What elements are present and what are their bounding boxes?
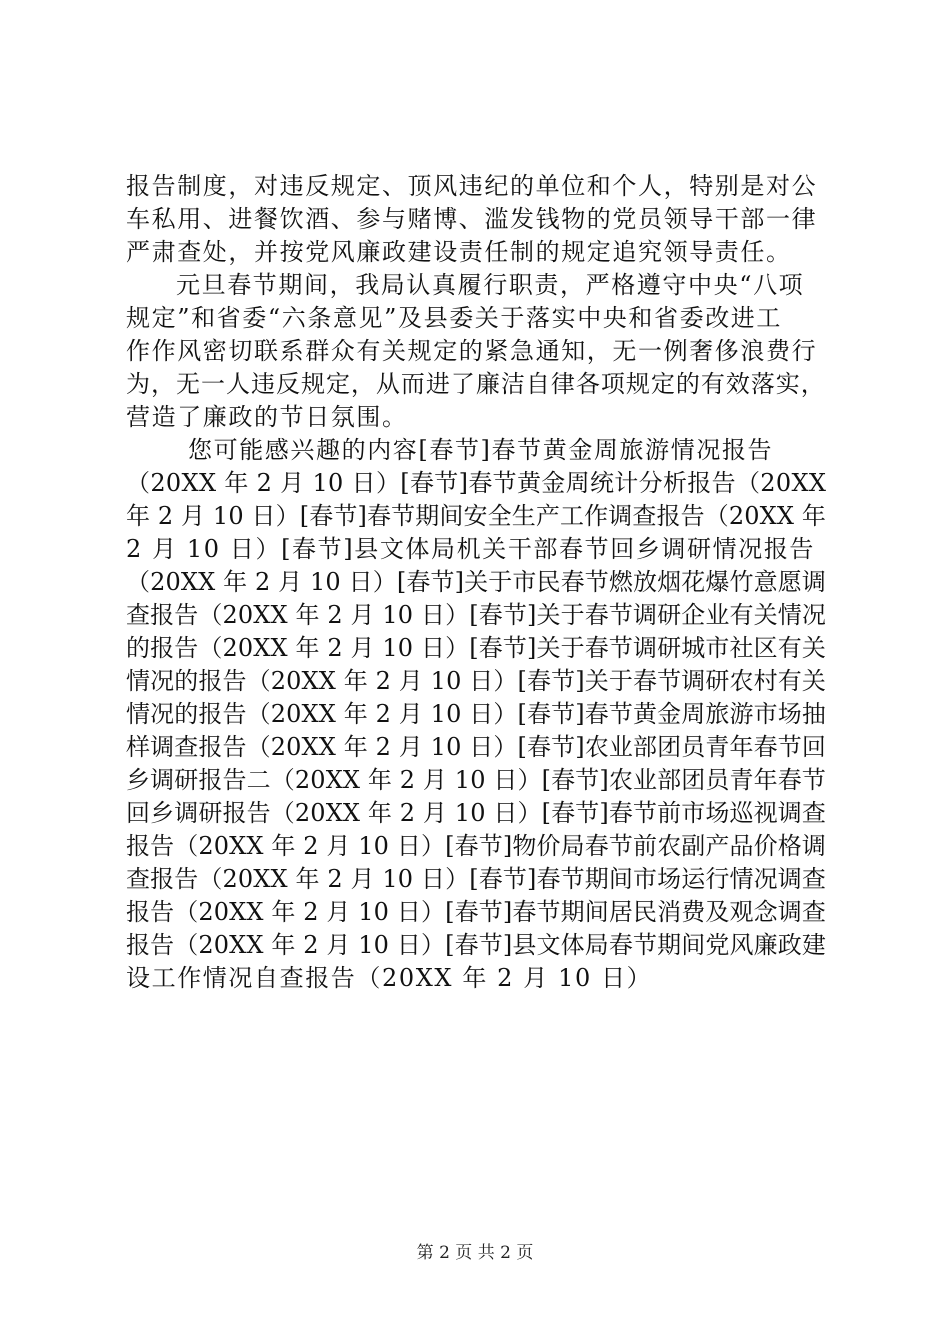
paragraph-2-line-5: 营造了廉政的节日氛围。 bbox=[126, 403, 408, 431]
paragraph-3-line-2: （20XX 年 2 月 10 日）[春节]春节黄金周统计分析报告（20XX bbox=[126, 469, 827, 497]
paragraph-3-line-7: 的报告（20XX 年 2 月 10 日）[春节]关于春节调研城市社区有关 bbox=[126, 634, 826, 662]
paragraph-3-line-11: 乡调研报告二（20XX 年 2 月 10 日）[春节]农业部团员青年春节 bbox=[126, 766, 826, 794]
paragraph-3-line-3: 年 2 月 10 日）[春节]春节期间安全生产工作调查报告（20XX 年 bbox=[126, 502, 826, 530]
paragraph-3-line-13: 报告（20XX 年 2 月 10 日）[春节]物价局春节前农副产品价格调 bbox=[126, 832, 826, 860]
page-footer: 第 2 页 共 2 页 bbox=[416, 1243, 534, 1263]
paragraph-3-line-12: 回乡调研报告（20XX 年 2 月 10 日）[春节]春节前市场巡视调查 bbox=[126, 799, 826, 827]
paragraph-2-line-4: 为，无一人违反规定，从而进了廉洁自律各项规定的有效落实， bbox=[126, 370, 826, 398]
paragraph-3-line-14: 查报告（20XX 年 2 月 10 日）[春节]春节期间市场运行情况调查 bbox=[126, 865, 826, 893]
paragraph-1-line-1: 报告制度，对违反规定、顶风违纪的单位和个人，特别是对公 bbox=[126, 172, 818, 200]
paragraph-3-line-10: 样调查报告（20XX 年 2 月 10 日）[春节]农业部团员青年春节回 bbox=[126, 733, 826, 761]
paragraph-1-line-2: 车私用、进餐饮酒、参与赌博、滥发钱物的党员领导干部一律 bbox=[126, 205, 818, 233]
paragraph-3-line-5: （20XX 年 2 月 10 日）[春节]关于市民春节燃放烟花爆竹意愿调 bbox=[126, 568, 826, 596]
paragraph-1-line-3: 严肃查处，并按党风廉政建设责任制的规定追究领导责任。 bbox=[126, 238, 792, 266]
paragraph-3-line-9: 情况的报告（20XX 年 2 月 10 日）[春节]春节黄金周旅游市场抽 bbox=[126, 700, 826, 728]
paragraph-3-line-6: 查报告（20XX 年 2 月 10 日）[春节]关于春节调研企业有关情况 bbox=[126, 601, 826, 629]
paragraph-3-line-17: 设工作情况自查报告（20XX 年 2 月 10 日） bbox=[126, 964, 653, 992]
paragraph-3-line-8: 情况的报告（20XX 年 2 月 10 日）[春节]关于春节调研农村有关 bbox=[126, 667, 826, 695]
paragraph-2-line-1: 元旦春节期间，我局认真履行职责，严格遵守中央“八项 bbox=[176, 271, 805, 299]
paragraph-3-line-15: 报告（20XX 年 2 月 10 日）[春节]春节期间居民消费及观念调查 bbox=[126, 898, 826, 926]
paragraph-2-line-3: 作作风密切联系群众有关规定的紧急通知，无一例奢侈浪费行 bbox=[126, 337, 818, 365]
paragraph-3-line-1: 您可能感兴趣的内容[春节]春节黄金周旅游情况报告 bbox=[188, 436, 774, 464]
paragraph-2-line-2: 规定”和省委“六条意见”及县委关于落实中央和省委改进工 bbox=[126, 304, 783, 332]
paragraph-3-line-4: 2 月 10 日）[春节]县文体局机关干部春节回乡调研情况报告 bbox=[126, 535, 816, 563]
paragraph-3-line-16: 报告（20XX 年 2 月 10 日）[春节]县文体局春节期间党风廉政建 bbox=[126, 931, 826, 959]
